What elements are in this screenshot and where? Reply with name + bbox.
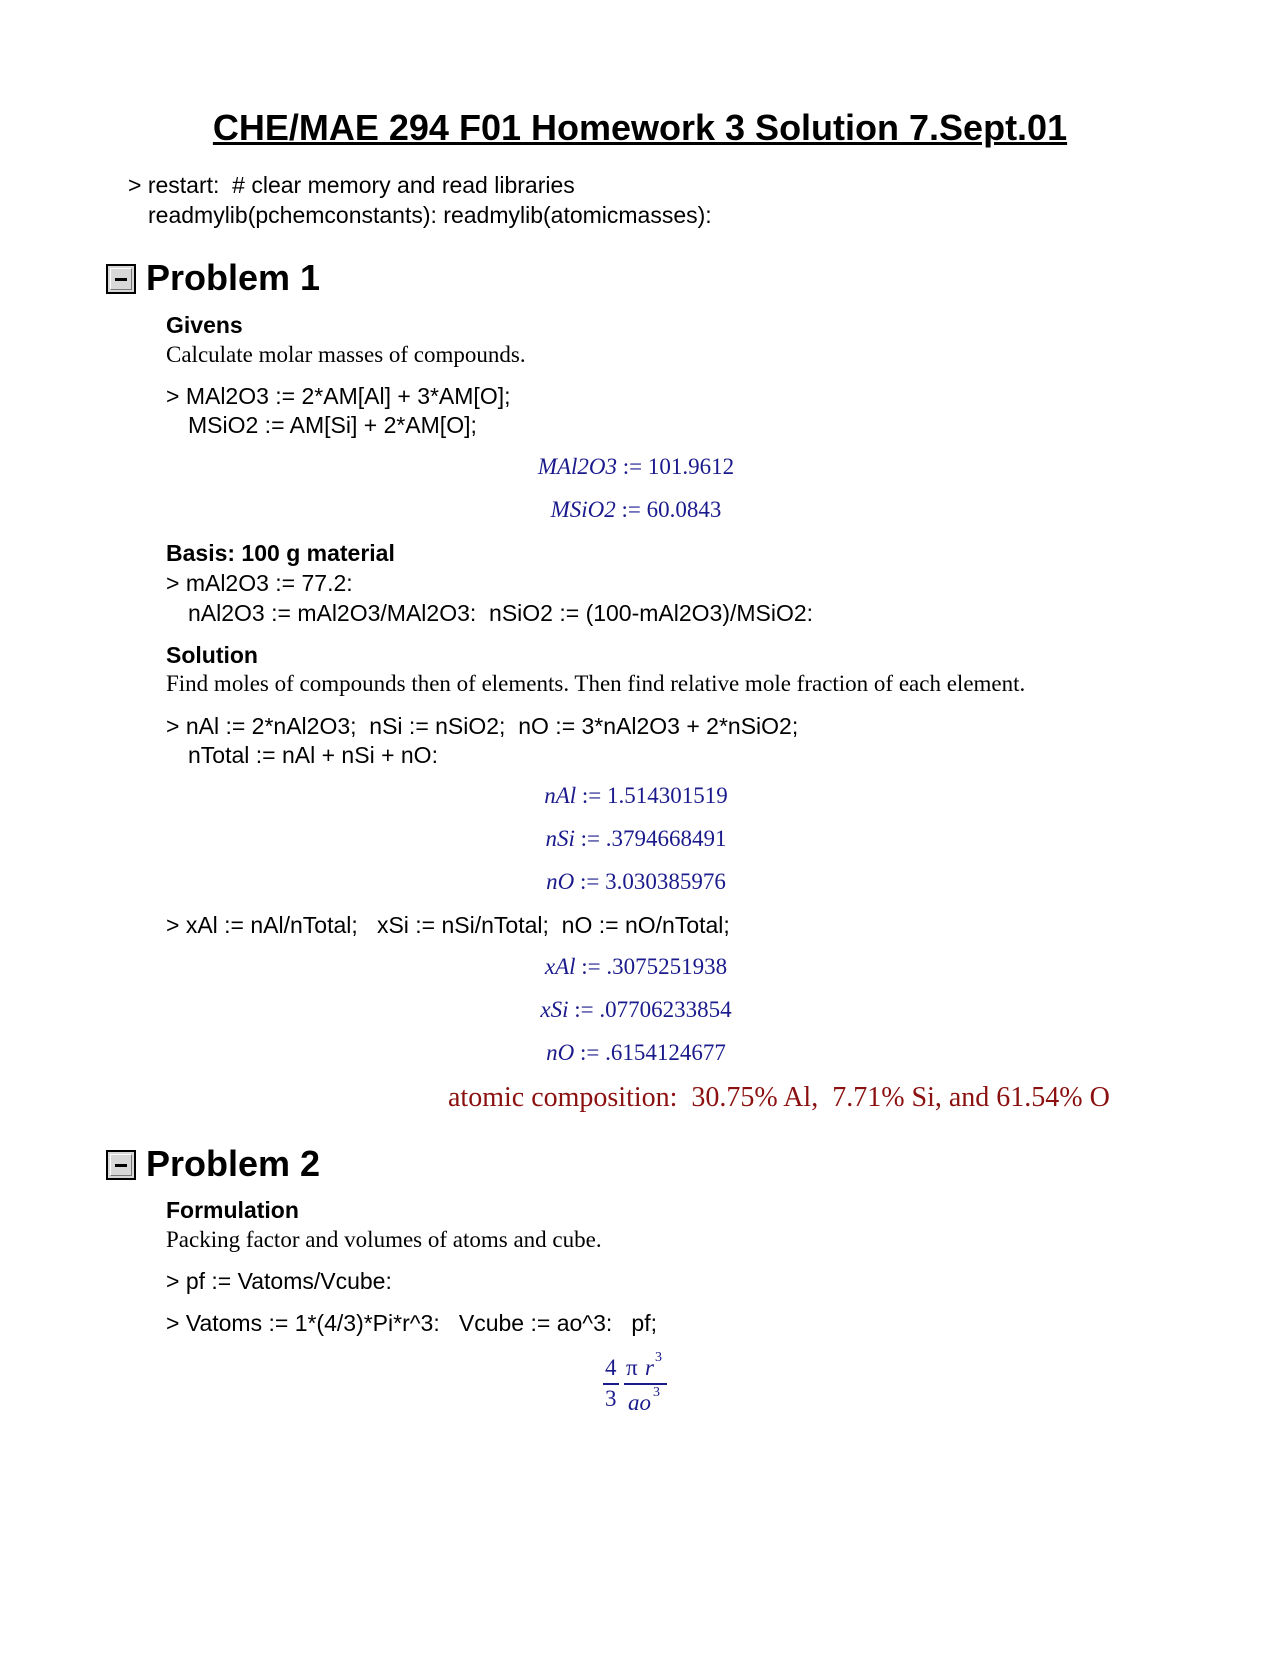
output-var: nO xyxy=(546,1040,575,1065)
collapse-section-2-icon[interactable] xyxy=(106,1150,136,1180)
output-var: nSi xyxy=(545,826,575,851)
fraction-bar-right xyxy=(624,1383,667,1385)
problem-2-heading: Problem 2 xyxy=(146,1143,321,1184)
output-var: xSi xyxy=(540,997,569,1022)
fraction-denominator-coefficient: 3 xyxy=(605,1386,617,1411)
output-val: := 60.0843 xyxy=(615,497,722,522)
atomic-composition-answer: atomic composition: 30.75% Al, 7.71% Si, and 61.54% O xyxy=(448,1082,1110,1113)
restart-command[interactable]: > restart: # clear memory and read libraries xyxy=(128,172,575,198)
page-title: CHE/MAE 294 F01 Homework 3 Solution 7.Sept.01 xyxy=(212,107,1068,148)
output-val: := .6154124677 xyxy=(574,1040,726,1065)
fraction-pi: π xyxy=(626,1355,638,1380)
output-xal xyxy=(436,952,836,982)
volumes-command[interactable]: > Vatoms := 1*(4/3)*Pi*r^3: Vcube := ao^3: pf; xyxy=(166,1310,657,1336)
ntotal-command[interactable]: nTotal := nAl + nSi + nO: xyxy=(188,742,438,768)
readmylib-command[interactable]: readmylib(pchemconstants): readmylib(atomicmasses): xyxy=(148,202,712,228)
solution-label: Solution xyxy=(166,642,258,668)
output-var: MSiO2 xyxy=(550,497,616,522)
element-moles-command[interactable]: > nAl := 2*nAl2O3; nSi := nSiO2; nO := 3*nAl2O3 + 2*nSiO2; xyxy=(166,713,799,739)
fraction-r: r xyxy=(645,1355,654,1380)
output-mal2o3 xyxy=(436,452,836,482)
output-no xyxy=(436,867,836,897)
pf-command[interactable]: > pf := Vatoms/Vcube: xyxy=(166,1268,392,1294)
output-val: := .3075251938 xyxy=(575,954,728,979)
output-val: := .07706233854 xyxy=(568,997,732,1022)
msio2-command[interactable]: MSiO2 := AM[Si] + 2*AM[O]; xyxy=(188,412,477,438)
givens-text: Calculate molar masses of compounds. xyxy=(166,342,526,367)
mal2o3-mass-command[interactable]: > mAl2O3 := 77.2: xyxy=(166,570,353,596)
givens-label: Givens xyxy=(166,312,243,338)
output-var: xAl xyxy=(544,954,576,979)
output-nal xyxy=(436,781,836,811)
output-val: := .3794668491 xyxy=(574,826,727,851)
fraction-r-exponent: 3 xyxy=(655,1350,662,1365)
output-no-fraction xyxy=(436,1038,836,1068)
moles-command[interactable]: nAl2O3 := mAl2O3/MAl2O3: nSiO2 := (100-mAl2O3)/MSiO2: xyxy=(188,600,814,626)
output-val: := 101.9612 xyxy=(617,454,735,479)
output-nsi xyxy=(436,824,836,854)
fraction-ao-exponent: 3 xyxy=(653,1385,660,1400)
output-var: nAl xyxy=(544,783,577,808)
fraction-ao: ao xyxy=(628,1390,651,1415)
output-val: := 3.030385976 xyxy=(574,869,726,894)
fraction-numerator-coefficient: 4 xyxy=(605,1355,617,1380)
output-xsi xyxy=(436,995,836,1025)
fraction-bar-left xyxy=(603,1383,619,1385)
mole-fraction-command[interactable]: > xAl := nAl/nTotal; xSi := nSi/nTotal; nO := nO/nTotal; xyxy=(166,912,730,938)
output-var: nO xyxy=(546,869,575,894)
collapse-section-1-icon[interactable] xyxy=(106,264,136,294)
basis-label: Basis: 100 g material xyxy=(166,540,395,566)
formulation-label: Formulation xyxy=(166,1197,299,1223)
problem-1-heading: Problem 1 xyxy=(146,257,321,298)
output-var: MAl2O3 xyxy=(537,454,618,479)
output-val: := 1.514301519 xyxy=(576,783,728,808)
mal2o3-command[interactable]: > MAl2O3 := 2*AM[Al] + 3*AM[O]; xyxy=(166,383,511,409)
output-msio2 xyxy=(436,495,836,525)
formulation-text: Packing factor and volumes of atoms and cube. xyxy=(166,1227,602,1252)
solution-text: Find moles of compounds then of elements. Then find relative mole fraction of each element. xyxy=(166,671,1026,696)
